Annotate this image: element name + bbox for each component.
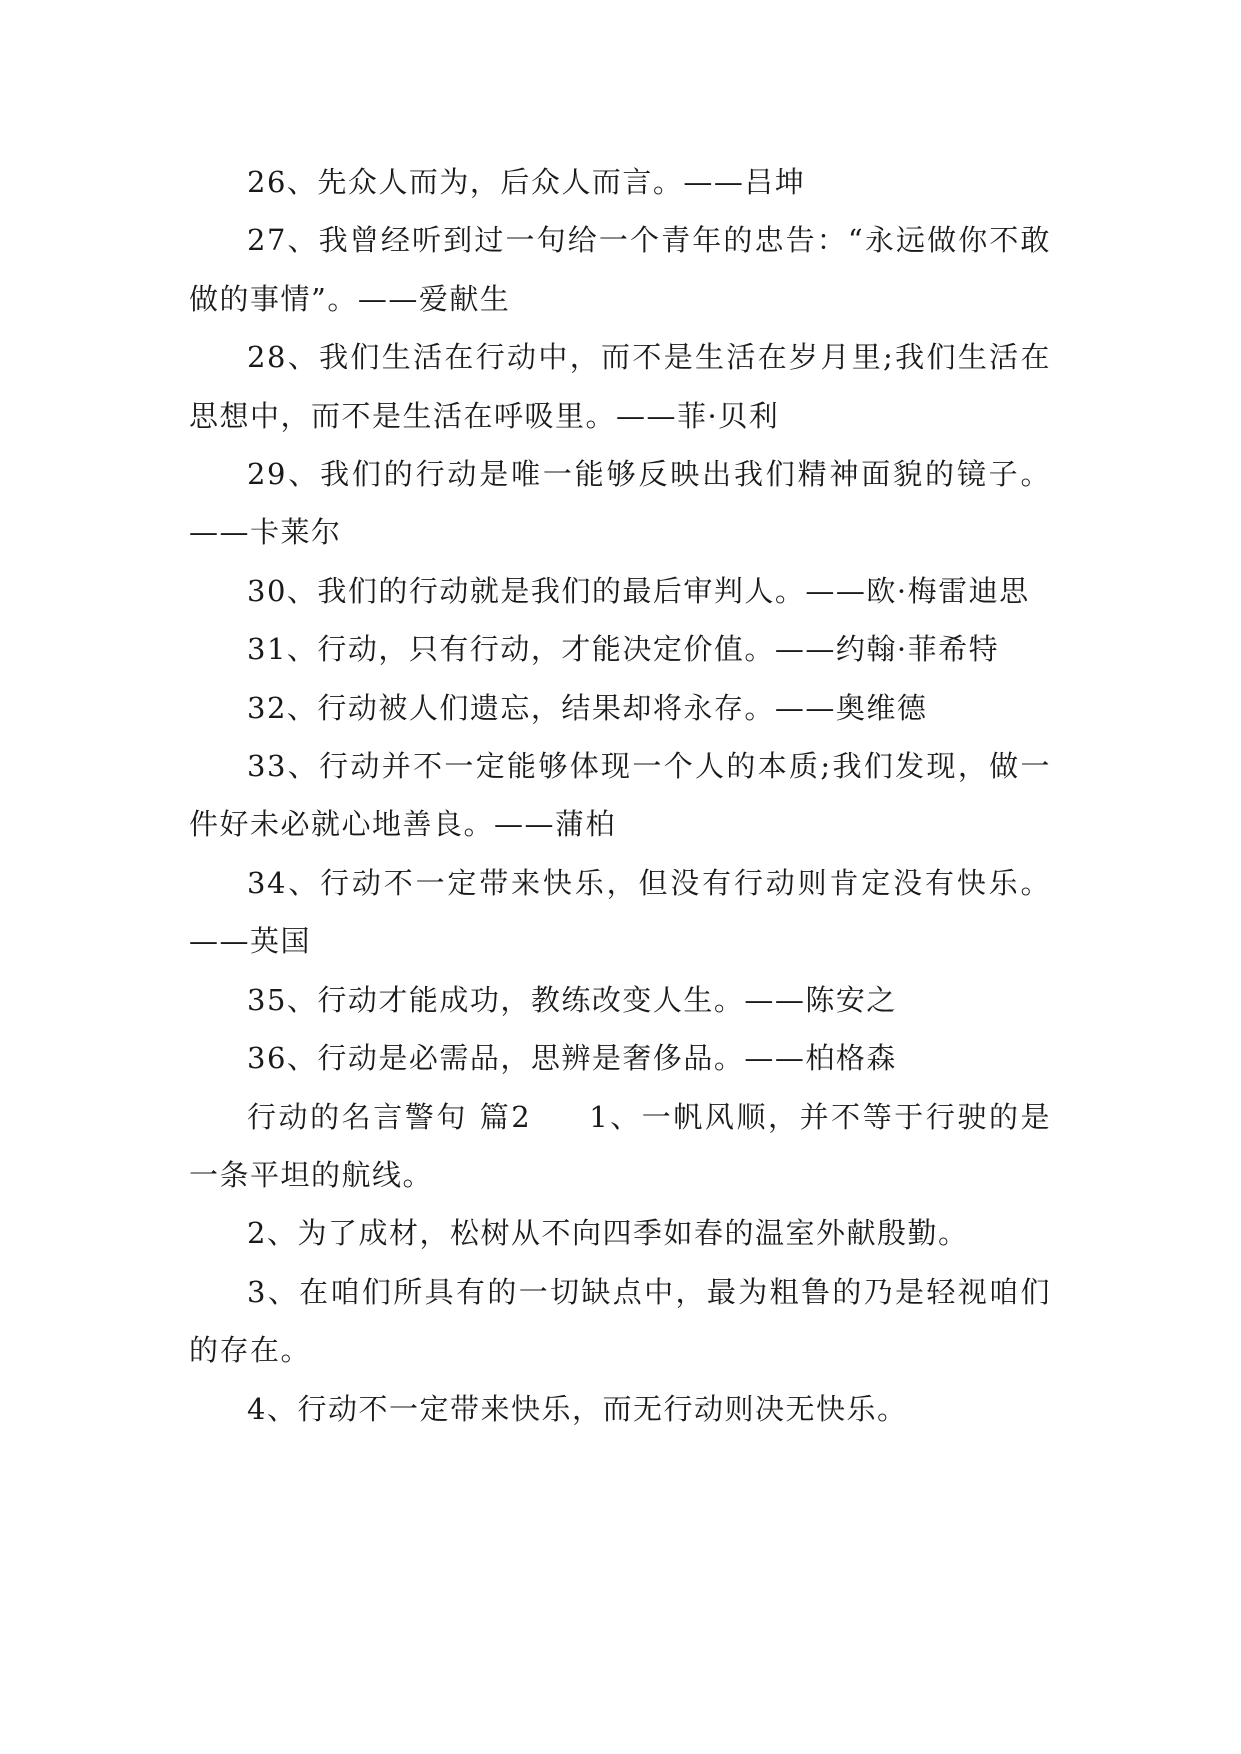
- quote-28: 28、我们生活在行动中，而不是生活在岁月里;我们生活在思想中，而不是生活在呼吸里。——菲·贝利: [189, 340, 1051, 433]
- quote-32: 32、行动被人们遗忘，结果却将永存。——奥维德: [247, 690, 928, 725]
- section-heading: 行动的名言警句 篇2: [247, 1099, 532, 1134]
- section-item-4: 4、行动不一定带来快乐，而无行动则决无快乐。: [247, 1391, 908, 1426]
- quote-30: 30、我们的行动就是我们的最后审判人。——欧·梅雷迪思: [247, 573, 1030, 608]
- section-item-1: 1、一帆风顺，并不等于行驶的是一条平坦的航线。: [189, 1099, 1052, 1192]
- quote-31: 31、行动，只有行动，才能决定价值。——约翰·菲希特: [247, 632, 1000, 667]
- section-item-2: 2、为了成材，松树从不向四季如春的温室外献殷勤。: [247, 1216, 969, 1251]
- quote-35: 35、行动才能成功，教练改变人生。——陈安之: [247, 982, 897, 1017]
- quote-36: 36、行动是必需品，思辨是奢侈品。——柏格森: [247, 1041, 897, 1076]
- quote-29: 29、我们的行动是唯一能够反映出我们精神面貌的镜子。——卡莱尔: [189, 457, 1051, 550]
- quote-27: 27、我曾经听到过一句给一个青年的忠告：“永远做你不敢做的事情”。——爱献生: [189, 223, 1051, 316]
- section-heading-paragraph: [189, 1088, 1051, 1205]
- document-body: [189, 153, 1051, 1438]
- quote-34: 34、行动不一定带来快乐，但没有行动则肯定没有快乐。——英国: [189, 865, 1051, 959]
- section-item-3: 3、在咱们所具有的一切缺点中，最为粗鲁的乃是轻视咱们的存在。: [189, 1274, 1051, 1368]
- quote-33: 33、行动并不一定能够体现一个人的本质;我们发现，做一件好未必就心地善良。——蒲柏: [189, 749, 1051, 842]
- quote-26: 26、先众人而为，后众人而言。——吕坤: [247, 165, 806, 199]
